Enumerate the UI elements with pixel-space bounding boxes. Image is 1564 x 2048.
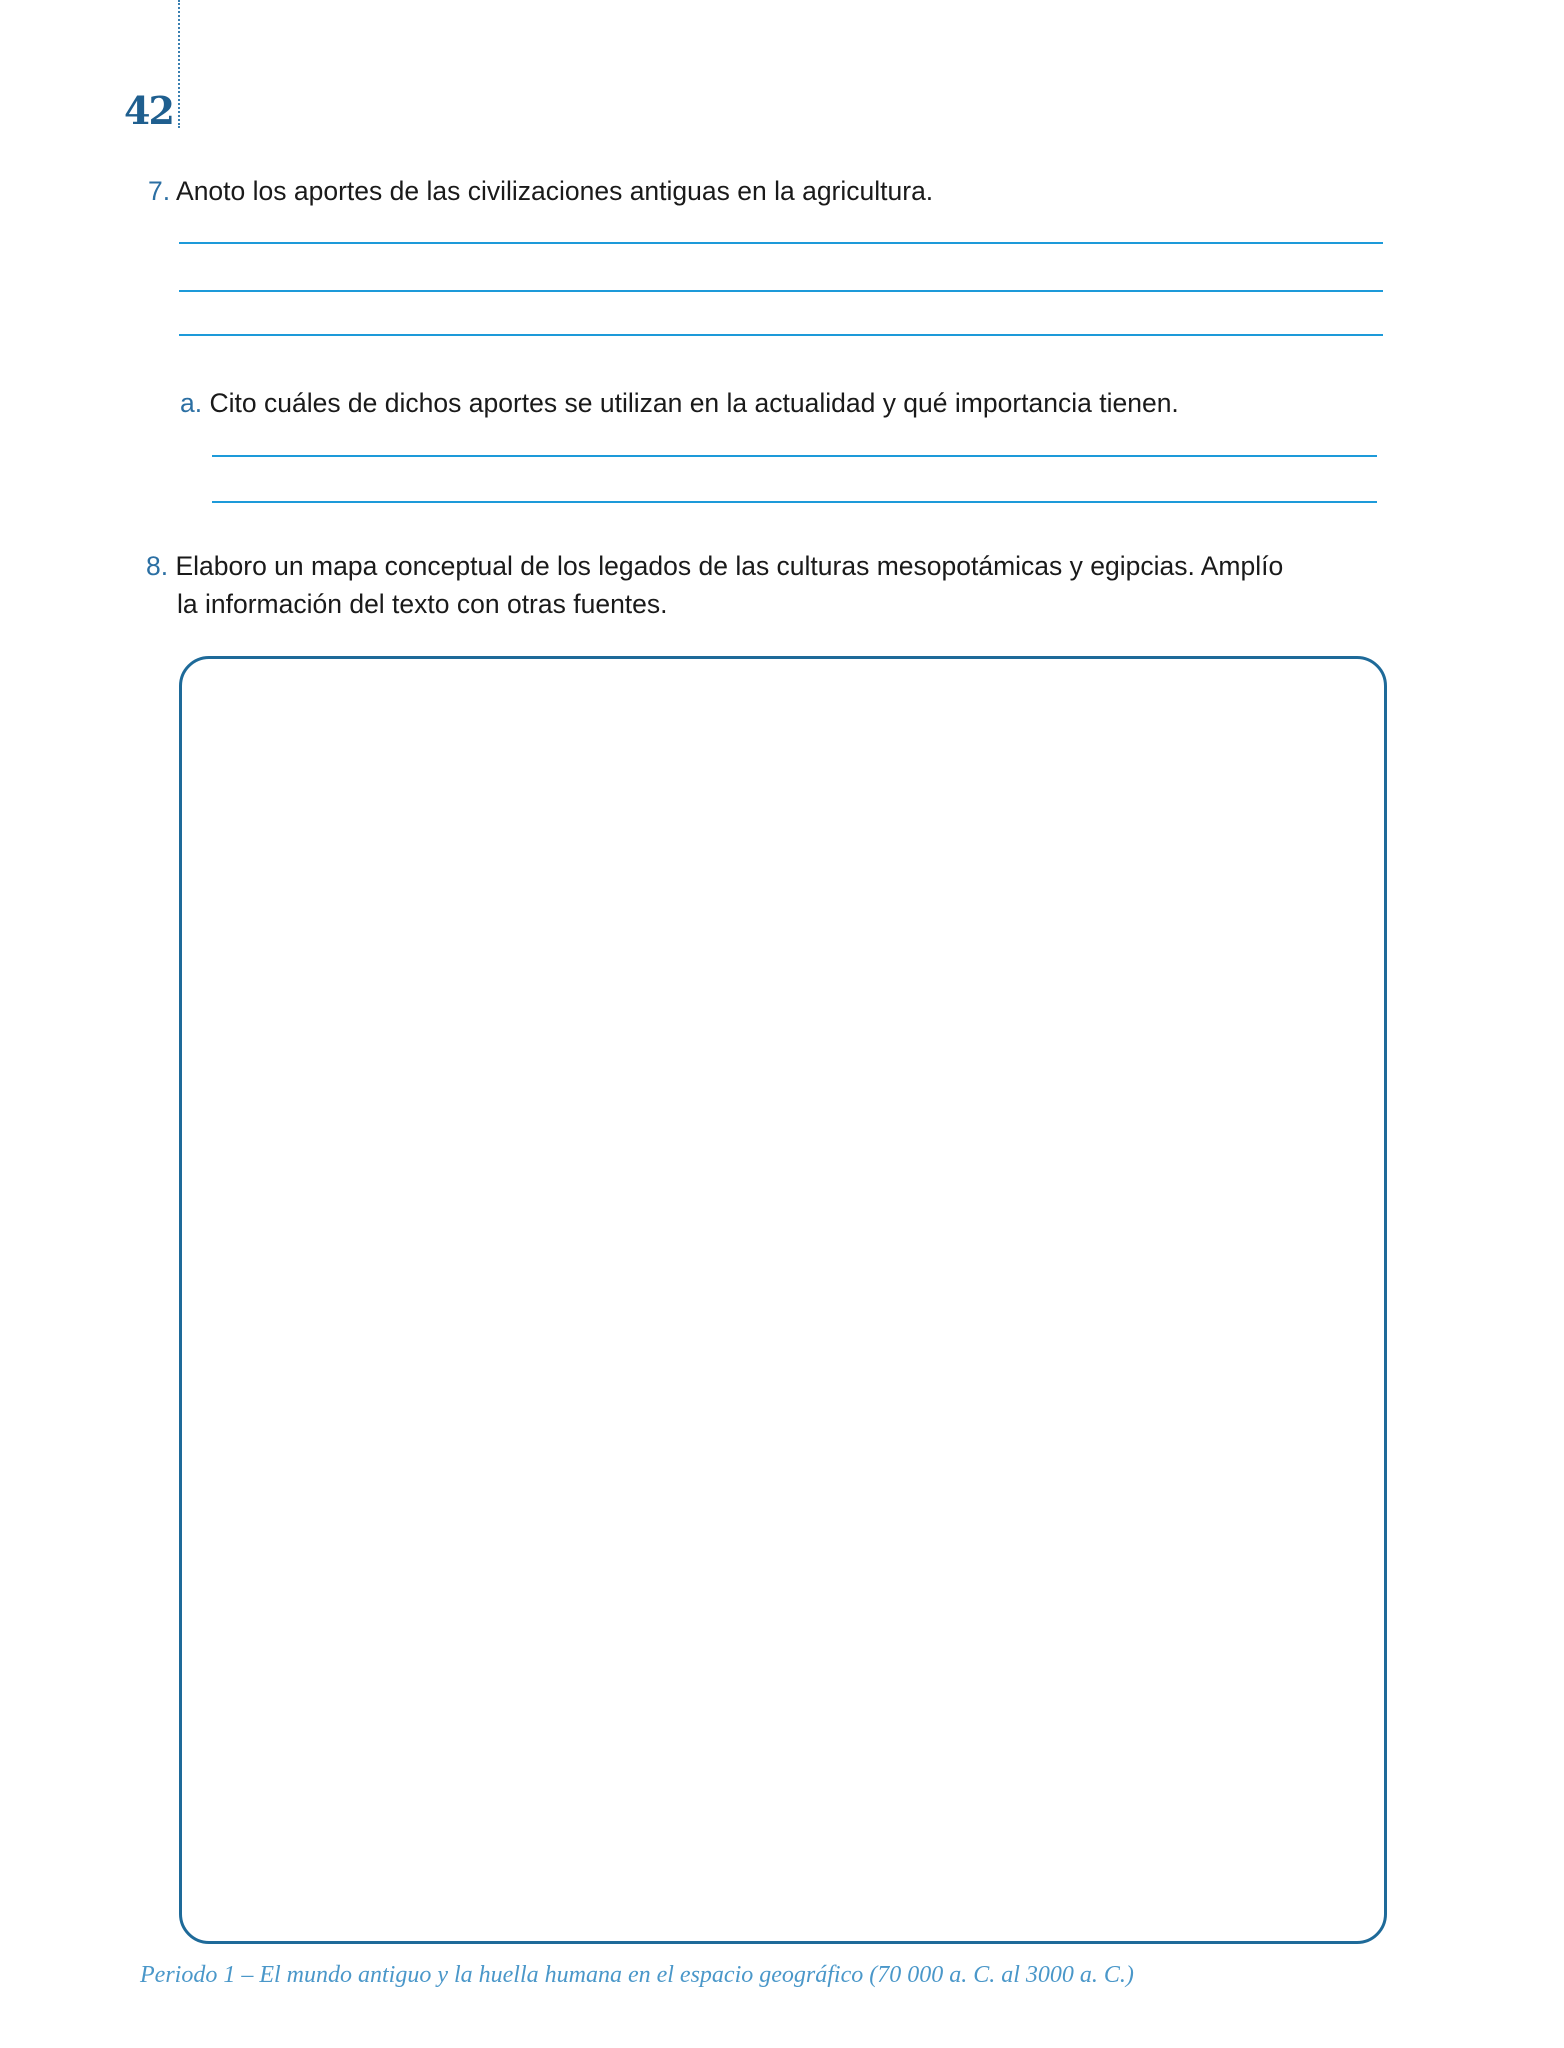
answer-line[interactable] (212, 501, 1377, 503)
answer-line[interactable] (212, 455, 1377, 457)
question-number: a. (180, 388, 203, 418)
answer-line[interactable] (179, 334, 1383, 336)
question-number: 8. (146, 551, 169, 581)
page-number: 42 (124, 88, 173, 133)
concept-map-answer-box[interactable] (179, 656, 1387, 1944)
margin-dotted-line (178, 0, 180, 128)
answer-line[interactable] (179, 290, 1383, 292)
question-number: 7. (148, 176, 171, 206)
question-8 (146, 547, 1283, 623)
question-text-continued: la información del texto con otras fuentes. (177, 589, 668, 619)
question-7 (148, 172, 933, 210)
question-7a (180, 384, 1179, 422)
page-footer: Periodo 1 – El mundo antiguo y la huella humana en el espacio geográfico (70 000 a. C. al 3000 a. C.) (140, 1962, 1134, 1988)
question-text: Elaboro un mapa conceptual de los legados de las culturas mesopotámicas y egipcias. Amplío (175, 551, 1284, 581)
answer-line[interactable] (179, 242, 1383, 244)
question-text: Anoto los aportes de las civilizaciones antiguas en la agricultura. (176, 176, 934, 206)
question-text: Cito cuáles de dichos aportes se utilizan en la actualidad y qué importancia tienen. (209, 388, 1179, 418)
